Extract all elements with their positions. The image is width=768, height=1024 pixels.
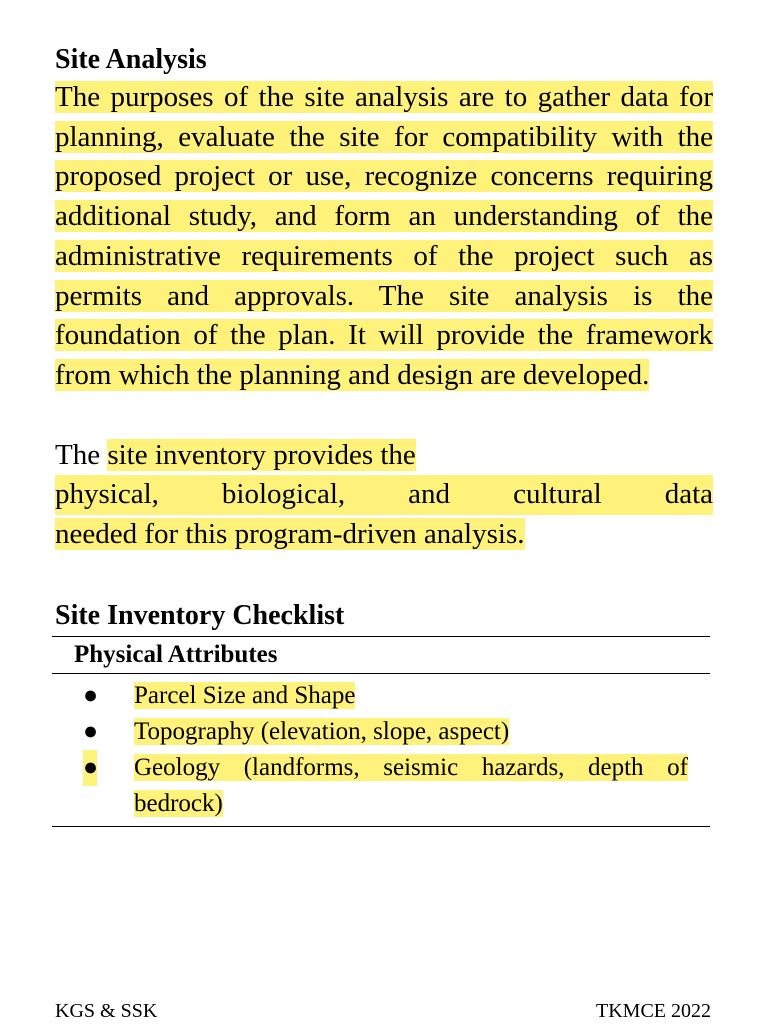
highlighted-text: needed for this program-driven analysis.	[55, 518, 525, 551]
plain-text-lead: The	[55, 438, 101, 471]
paragraph-site-inventory	[55, 436, 713, 555]
footer-right: TKMCE 2022	[596, 1000, 711, 1022]
list-item-text: Parcel Size and Shape	[134, 681, 356, 709]
list-item	[52, 714, 710, 750]
bullet-icon: ●	[83, 717, 99, 745]
list-item	[52, 678, 710, 714]
list-item	[52, 750, 710, 822]
section-title: Site Analysis	[55, 44, 207, 75]
highlighted-text: site inventory provides the	[107, 438, 416, 471]
highlighted-text: The purposes of the site analysis are to gather data for planning, evaluate the site for compatibility with the proposed project or use, recognize concerns requiring additional study, and form an understanding of the administrative requirements of the project such as permits and approvals. The site analysis is the foundation of the plan. It will provide the framework from which the planning and design are developed.	[55, 81, 713, 391]
paragraph-line-1	[55, 436, 713, 476]
paragraph-line-3	[55, 515, 713, 555]
checklist-table	[52, 636, 710, 827]
checklist-title: Site Inventory Checklist	[55, 599, 345, 631]
bullet-icon: ●	[83, 750, 97, 786]
checklist-items	[52, 674, 710, 826]
document-page	[55, 42, 713, 827]
table-header: Physical Attributes	[52, 637, 710, 674]
list-item-text: Topography (elevation, slope, aspect)	[134, 717, 510, 745]
footer-left: KGS & SSK	[55, 1000, 158, 1022]
list-item-text: Geology (landforms, seismic hazards, depth of bedrock)	[134, 753, 688, 817]
paragraph-purposes	[55, 78, 713, 396]
paragraph-line-2: physical, biological, and cultural data	[55, 475, 713, 515]
bullet-icon: ●	[83, 681, 99, 709]
